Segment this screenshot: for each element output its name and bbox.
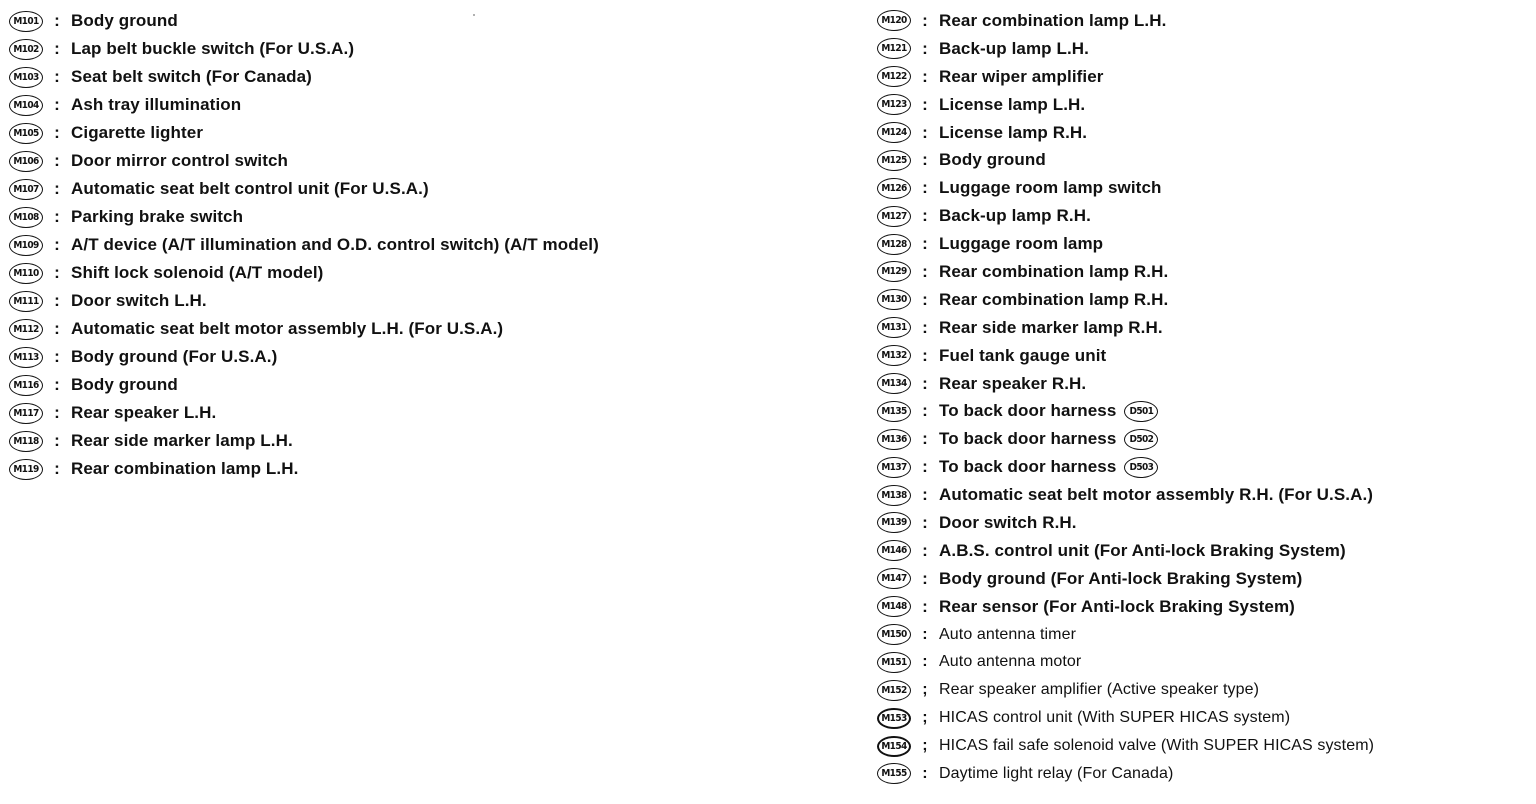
connector-description: Rear combination lamp R.H. <box>939 289 1169 309</box>
connector-description: HICAS fail safe solenoid valve (With SUPER HICAS system) <box>939 737 1375 755</box>
separator: : <box>922 625 928 643</box>
connector-description: A.B.S. control unit (For Anti-lock Braking System) <box>939 540 1346 560</box>
connector-description: Door switch R.H. <box>939 512 1077 532</box>
separator: : <box>54 263 60 282</box>
connector-code-badge: M108 <box>9 207 43 228</box>
separator: : <box>922 150 928 170</box>
connector-entry <box>877 481 1532 509</box>
connector-description: Rear combination lamp R.H. <box>939 261 1169 281</box>
connector-entry <box>877 35 1532 63</box>
connector-entry <box>9 455 789 483</box>
separator: : <box>922 261 928 281</box>
connector-code-badge: M110 <box>9 263 43 284</box>
connector-description: Back-up lamp R.H. <box>939 206 1091 226</box>
connector-description: Rear side marker lamp L.H. <box>71 431 293 450</box>
separator: : <box>54 459 60 478</box>
connector-entry <box>9 259 789 287</box>
harness-ref-badge: D503 <box>1124 457 1158 478</box>
connector-code-badge: M148 <box>877 596 911 617</box>
connector-entry <box>877 509 1532 537</box>
connector-description: Lap belt buckle switch (For U.S.A.) <box>71 39 355 58</box>
connector-description: Automatic seat belt motor assembly R.H. (For U.S.A.) <box>939 485 1374 505</box>
connector-code-badge: M107 <box>9 179 43 200</box>
connector-code-badge: M147 <box>877 568 911 589</box>
connector-code-badge: M137 <box>877 457 911 478</box>
connector-description: Rear combination lamp L.H. <box>71 459 299 478</box>
connector-code-badge: M116 <box>9 375 43 396</box>
separator: : <box>922 317 928 337</box>
connector-code-badge: M154 <box>877 736 911 757</box>
left-connector-list <box>9 7 789 483</box>
separator: : <box>54 123 60 142</box>
connector-code-badge: M119 <box>9 459 43 480</box>
right-connector-list <box>877 7 1532 788</box>
separator: : <box>54 67 60 86</box>
connector-description: Shift lock solenoid (A/T model) <box>71 263 324 282</box>
connector-code-badge: M101 <box>9 11 43 32</box>
connector-description: Body ground <box>939 150 1046 170</box>
connector-code-badge: M135 <box>877 401 911 422</box>
connector-code-badge: M103 <box>9 67 43 88</box>
connector-description: Rear side marker lamp R.H. <box>939 317 1163 337</box>
connector-entry <box>877 425 1532 453</box>
connector-code-badge: M123 <box>877 94 911 115</box>
connector-entry <box>9 371 789 399</box>
connector-description: Cigarette lighter <box>71 123 204 142</box>
separator: : <box>54 207 60 226</box>
separator: : <box>922 764 928 782</box>
connector-code-badge: M109 <box>9 235 43 256</box>
connector-entry <box>877 732 1532 760</box>
connector-description: License lamp L.H. <box>939 94 1086 114</box>
connector-code-badge: M124 <box>877 122 911 143</box>
separator: : <box>54 39 60 58</box>
connector-description: Seat belt switch (For Canada) <box>71 67 312 86</box>
separator: : <box>922 401 928 421</box>
connector-description: Parking brake switch <box>71 207 244 226</box>
separator: : <box>922 122 928 142</box>
connector-entry <box>9 231 789 259</box>
connector-description: Fuel tank gauge unit <box>939 345 1107 365</box>
connector-entry <box>877 314 1532 342</box>
connector-code-badge: M127 <box>877 206 911 227</box>
connector-entry <box>877 342 1532 370</box>
connector-code-badge: M122 <box>877 66 911 87</box>
connector-entry <box>9 35 789 63</box>
connector-code-badge: M125 <box>877 150 911 171</box>
connector-description: Automatic seat belt control unit (For U.S.A.) <box>71 179 429 198</box>
separator: : <box>922 568 928 588</box>
connector-code-badge: M136 <box>877 429 911 450</box>
connector-description: Door switch L.H. <box>71 291 207 310</box>
separator: : <box>54 291 60 310</box>
connector-entry <box>9 63 789 91</box>
connector-description: Body ground <box>71 375 178 394</box>
separator: : <box>922 66 928 86</box>
connector-code-badge: M151 <box>877 652 911 673</box>
connector-code-badge: M117 <box>9 403 43 424</box>
separator: : <box>54 319 60 338</box>
separator: : <box>922 540 928 560</box>
connector-code-badge: M150 <box>877 624 911 645</box>
connector-entry <box>877 146 1532 174</box>
connector-description: HICAS control unit (With SUPER HICAS system) <box>939 709 1291 727</box>
connector-entry <box>877 174 1532 202</box>
separator: : <box>54 403 60 422</box>
connector-entry <box>9 203 789 231</box>
separator: : <box>54 95 60 114</box>
connector-description: Body ground (For Anti-lock Braking System) <box>939 568 1303 588</box>
connector-code-badge: M118 <box>9 431 43 452</box>
connector-description: Ash tray illumination <box>71 95 242 114</box>
separator: : <box>922 94 928 114</box>
connector-code-badge: M139 <box>877 512 911 533</box>
separator: ; <box>922 681 928 699</box>
connector-code-badge: M104 <box>9 95 43 116</box>
separator: : <box>922 512 928 532</box>
connector-entry <box>877 286 1532 314</box>
separator: ; <box>922 737 928 755</box>
connector-entry <box>877 648 1532 676</box>
connector-entry <box>877 760 1532 788</box>
separator: : <box>922 10 928 30</box>
separator: : <box>54 235 60 254</box>
connector-code-badge: M113 <box>9 347 43 368</box>
connector-entry <box>877 63 1532 91</box>
separator: : <box>922 289 928 309</box>
connector-entry <box>877 230 1532 258</box>
separator: : <box>54 11 60 30</box>
connector-description: Auto antenna motor <box>939 653 1082 671</box>
connector-description: Back-up lamp L.H. <box>939 38 1090 58</box>
connector-code-badge: M129 <box>877 261 911 282</box>
connector-entry <box>877 704 1532 732</box>
separator: : <box>54 347 60 366</box>
separator: : <box>922 485 928 505</box>
connector-description: Automatic seat belt motor assembly L.H. (For U.S.A.) <box>71 319 504 338</box>
separator: : <box>922 373 928 393</box>
connector-code-badge: M120 <box>877 10 911 31</box>
connector-entry <box>877 370 1532 398</box>
connector-description: Daytime light relay (For Canada) <box>939 764 1174 782</box>
connector-entry <box>877 676 1532 704</box>
connector-code-badge: M106 <box>9 151 43 172</box>
connector-entry <box>877 453 1532 481</box>
connector-entry <box>9 315 789 343</box>
separator: : <box>922 38 928 58</box>
separator: : <box>922 457 928 477</box>
connector-code-badge: M146 <box>877 540 911 561</box>
connector-entry <box>877 258 1532 286</box>
connector-code-badge: M128 <box>877 234 911 255</box>
connector-description: Body ground <box>71 11 178 30</box>
connector-code-badge: M155 <box>877 763 911 784</box>
separator: : <box>922 653 928 671</box>
connector-description: To back door harness <box>939 401 1117 421</box>
separator: : <box>54 375 60 394</box>
connector-code-badge: M134 <box>877 373 911 394</box>
connector-code-badge: M105 <box>9 123 43 144</box>
connector-code-badge: M132 <box>877 345 911 366</box>
separator: : <box>922 234 928 254</box>
connector-entry <box>877 7 1532 35</box>
connector-entry <box>877 202 1532 230</box>
connector-description: Rear combination lamp L.H. <box>939 10 1167 30</box>
connector-description: Rear wiper amplifier <box>939 66 1104 86</box>
connector-description: A/T device (A/T illumination and O.D. control switch) (A/T model) <box>71 235 599 254</box>
connector-code-badge: M130 <box>877 289 911 310</box>
connector-description: Luggage room lamp <box>939 234 1104 254</box>
connector-code-badge: M153 <box>877 708 911 729</box>
separator: : <box>54 179 60 198</box>
connector-entry <box>877 91 1532 119</box>
connector-description: Rear speaker L.H. <box>71 403 217 422</box>
connector-entry <box>877 565 1532 593</box>
connector-entry <box>877 397 1532 425</box>
separator: ; <box>922 709 928 727</box>
separator: : <box>922 596 928 616</box>
connector-entry <box>9 147 789 175</box>
connector-entry <box>9 287 789 315</box>
connector-description: Rear sensor (For Anti-lock Braking System) <box>939 596 1295 616</box>
connector-description: Rear speaker R.H. <box>939 373 1087 393</box>
connector-entry <box>9 343 789 371</box>
connector-code-badge: M102 <box>9 39 43 60</box>
connector-code-badge: M121 <box>877 38 911 59</box>
connector-entry <box>9 427 789 455</box>
connector-description: To back door harness <box>939 429 1117 449</box>
connector-description: Body ground (For U.S.A.) <box>71 347 278 366</box>
connector-description: Rear speaker amplifier (Active speaker type) <box>939 681 1260 699</box>
separator: : <box>54 151 60 170</box>
connector-code-badge: M131 <box>877 317 911 338</box>
separator: : <box>922 429 928 449</box>
connector-entry <box>877 593 1532 621</box>
harness-ref-badge: D501 <box>1124 401 1158 422</box>
connector-code-badge: M138 <box>877 485 911 506</box>
connector-entry <box>877 119 1532 147</box>
connector-entry <box>9 7 789 35</box>
connector-entry <box>9 399 789 427</box>
connector-entry <box>9 91 789 119</box>
connector-entry <box>9 175 789 203</box>
separator: : <box>922 206 928 226</box>
connector-code-badge: M111 <box>9 291 43 312</box>
connector-description: License lamp R.H. <box>939 122 1088 142</box>
connector-code-badge: M112 <box>9 319 43 340</box>
connector-description: Luggage room lamp switch <box>939 178 1162 198</box>
connector-description: To back door harness <box>939 457 1117 477</box>
connector-description: Auto antenna timer <box>939 625 1076 643</box>
separator: : <box>54 431 60 450</box>
harness-ref-badge: D502 <box>1124 429 1158 450</box>
separator: : <box>922 178 928 198</box>
connector-entry <box>877 537 1532 565</box>
connector-description: Door mirror control switch <box>71 151 289 170</box>
connector-entry <box>877 621 1532 649</box>
connector-entry <box>9 119 789 147</box>
connector-code-badge: M152 <box>877 680 911 701</box>
connector-code-badge: M126 <box>877 178 911 199</box>
separator: : <box>922 345 928 365</box>
